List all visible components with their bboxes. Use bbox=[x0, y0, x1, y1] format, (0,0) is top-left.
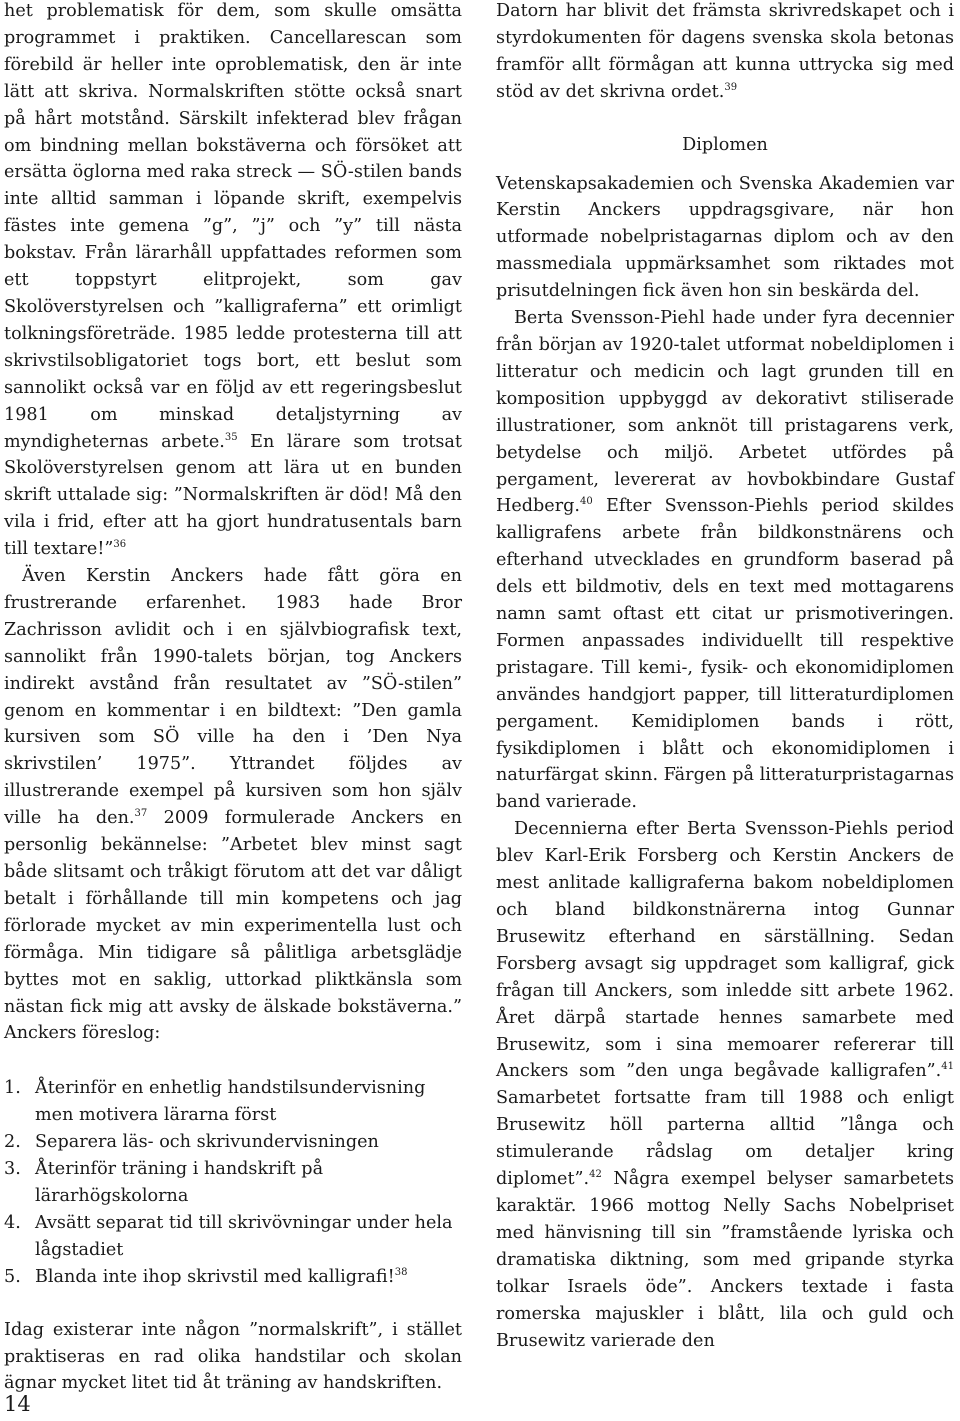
page-number: 14 bbox=[4, 1392, 31, 1416]
footnote-ref[interactable]: 42 bbox=[589, 1169, 602, 1181]
footnote-ref[interactable]: 38 bbox=[394, 1266, 408, 1278]
paragraph: Berta Svensson-Piehl hade under fyra decennier från början av 1920-talet utformat nobeldiplomen i litteratur och medicin och lagt grunden till en komposition uppbyggd av dekorativt stiliserade illustrationer, som anknöt till pristagarens verk, betydelse och miljö. Arbetet utfördes på pergament, levererat av hovbokbindare Gustaf Hedberg.$^{40}$ Efter Svensson-Piehls period skildes kalligrafens arbete från bildkonstnärens och efterhand utvecklades en grundform baserad på dels ett bildmotiv, dels en text med mottagarens namn samt oftast ett citat ur prismotiveringen. Formen anpassades individuellt till respektive pristagare. Till kemi-, fysik- och ekonomidiplomen användes handgjort papper, till litteraturdiplomen pergament. Kemidiplomen bands i rött, fysikdiplomen i blått och ekonomidiplomen i naturfärgat skinn. Färgen på litteraturpristagarnas band varierade. bbox=[496, 308, 954, 813]
footnote-ref[interactable]: 39 bbox=[724, 81, 738, 93]
list-number: 1. bbox=[4, 1078, 21, 1099]
list-number: 5. bbox=[4, 1266, 21, 1287]
footnote-ref[interactable]: 36 bbox=[113, 539, 127, 551]
list-item: 3. Återinför träning i handskrift på lärarhögskolorna bbox=[4, 1156, 462, 1210]
list-number: 2. bbox=[4, 1132, 21, 1153]
left-column bbox=[4, 0, 462, 1397]
proposal-list bbox=[4, 1075, 462, 1290]
paragraph: Även Kerstin Anckers hade fått göra en frustrerande erfarenhet. 1983 hade Bror Zachrisson avlidit och i en självbiografisk text, sannolikt från 1990-talets början, tog Anckers indirekt avstånd från resultatet av ”SÖ-stilen” genom en kommentar i en bildtext: ”Den gamla kursiven som SÖ ville ha den i ’Den Nya skrivstilen’ 1975”. Yttrandet följdes av illustrerande exempel på kursiven som hon själv ville ha den.$^{37}$ 2009 formulerade Anckers en personlig bekännelse: ”Arbetet blev minst sagt både slitsamt och tråkigt förutom att det var dåligt betalt i förhållande till min kompetens och jag förlorade mycket av min experimentella lust och förmåga. Min tidigare så pålitliga arbetsglädje byttes mot en saklig, uttorkad pliktkänsla som nästan fick mig att avsky de älskade bokstäverna.” Anckers föreslog: bbox=[4, 566, 462, 1044]
list-item: 4. Avsätt separat tid till skrivövningar under hela lågstadiet bbox=[4, 1210, 462, 1264]
footnote-ref[interactable]: 35 bbox=[224, 431, 238, 443]
list-item: 5. Blanda inte ihop skrivstil med kalligrafi!$^{38}$ bbox=[4, 1264, 462, 1291]
footnote-ref[interactable]: 41 bbox=[941, 1061, 954, 1073]
paragraph: het problematisk för dem, som skulle omsätta programmet i praktiken. Cancellarescan som förebild är heller inte oproblematisk, den är inte lätt att skriva. Normalskriften stötte också snart på hårt motstånd. Särskilt infekterad blev frågan om bindning mellan bokstäverna och försöket att ersätta öglorna med raka streck — SÖ-stilen bands inte alltid samman i löpande skrift, exempelvis fästes inte gemena ”g”, ”j” och ”y” till nästa bokstav. Från lärarhåll uppfattades reformen som ett toppstyrt elitprojekt, som gav Skolöverstyrelsen och ”kalligraferna” ett orimligt tolkningsföreträde. 1985 ledde protesterna till att skrivstilsobligatoriet togs bort, ett beslut som sannolikt också var en följd av ett regeringsbeslut 1981 om minskad detaljstyrning av myndigheternas arbete.$^{35}$ En lärare som trotsat Skolöverstyrelsen genom att lära ut en bunden skrift uttalade sig: ”Normalskriften är död! Må den vila i frid, efter att ha gjort hundratusentals barn till textare!”$^{36}$ bbox=[4, 1, 462, 560]
paragraph: Vetenskapsakademien och Svenska Akademien var Kerstin Anckers uppdragsgivare, när hon utformade nobelpristagarnas diplom och av den massmediala uppmärksamhet som riktades mot prisutdelningen fick även hon sin beskärda del. bbox=[496, 173, 954, 302]
paragraph: Idag existerar inte någon ”normalskrift”, i stället praktiseras en rad olika handstilar och skolan ägnar mycket litet tid åt träning av handskriften. bbox=[4, 1319, 462, 1394]
paragraph: Datorn har blivit det främsta skrivredskapet och i styrdokumenten för dagens svenska skola betonas framför allt förmågan att kunna uttrycka sig med stöd av det skrivna ordet.$^{39}$ bbox=[496, 1, 954, 102]
right-column bbox=[496, 0, 954, 1354]
paragraph: Decennierna efter Berta Svensson-Piehls period blev Karl-Erik Forsberg och Kerstin Anckers de mest anlitade kalligraferna bakom nobeldiplomen och bland bildkonstnärerna intog Gunnar Brusewitz efterhand en särställning. Sedan Forsberg avsagt sig uppdraget som kalligraf, gick frågan till Anckers, som inledde sitt arbete 1962. Året därpå startade hennes samarbete med Brusewitz, som i sina memoarer refererar till Anckers som ”den unga begåvade kalligrafen”.$^{41}$ Samarbetet fortsatte fram till 1988 och enligt Brusewitz höll parterna alltid ”långa och stimulerande rådslag om detaljer kring diplomet”.$^{42}$ Några exempel belyser samarbetets karaktär. 1966 mottog Nelly Sachs Nobelpriset med hänvisning till sin ”framstående lyriska och dramatiska diktning, som med gripande styrka tolkar Israels öde”. Anckers textade i fasta romerska majuskler i blått, lila och guld och Brusewitz varierade den bbox=[496, 819, 954, 1351]
list-number: 4. bbox=[4, 1212, 21, 1233]
list-item: 2. Separera läs- och skrivundervisningen bbox=[4, 1129, 462, 1156]
footnote-ref[interactable]: 37 bbox=[134, 808, 148, 820]
footnote-ref[interactable]: 40 bbox=[579, 496, 593, 508]
section-heading: Diplomen bbox=[682, 134, 768, 155]
list-item: 1. Återinför en enhetlig handstilsundervisning men motivera lärarna först bbox=[4, 1075, 462, 1129]
list-number: 3. bbox=[4, 1159, 21, 1180]
